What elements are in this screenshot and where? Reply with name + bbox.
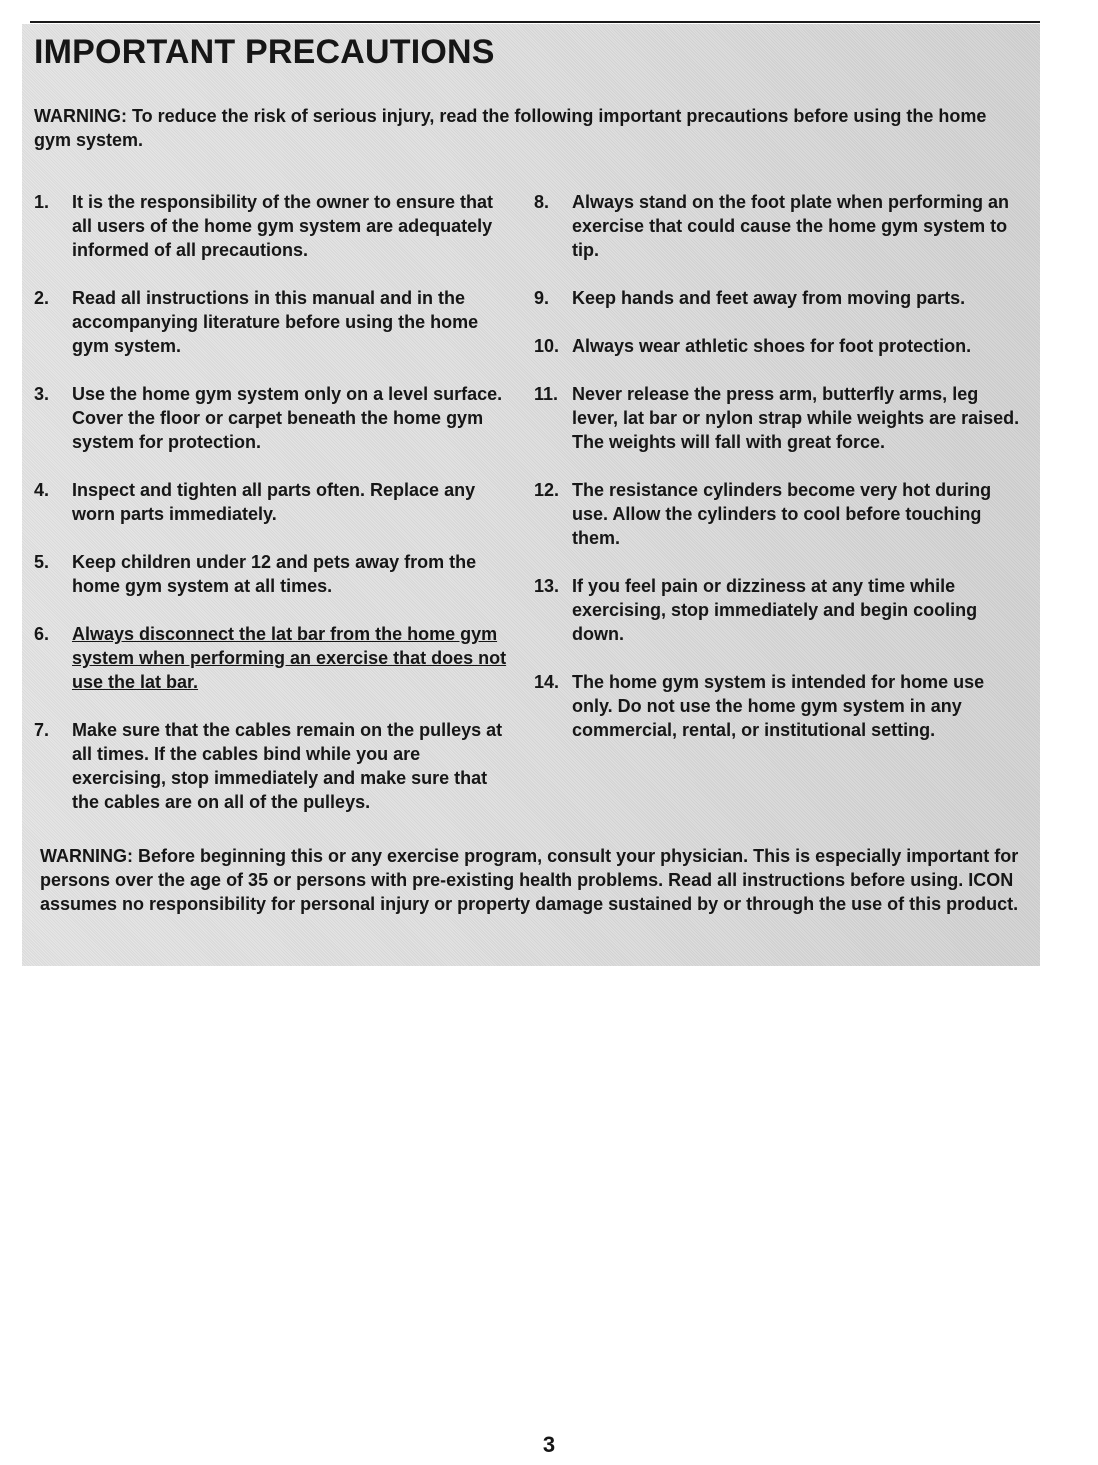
item-text: Always disconnect the lat bar from the home gym system when performing an exercise that does not use the lat bar. [72, 624, 507, 692]
item-text: Read all instructions in this manual and in the accompanying literature before using the home gym system. [72, 288, 479, 356]
item-number: 6. [34, 624, 50, 644]
page-title: IMPORTANT PRECAUTIONS [34, 33, 495, 71]
item-text: The home gym system is intended for home use only. Do not use the home gym system in any commercial, rental, or institutional setting. [572, 672, 985, 740]
item-text: Make sure that the cables remain on the pulleys at all times. If the cables bind while you are exercising, stop immediately and make sure that the cables are on all of the pulleys. [72, 720, 503, 812]
page-number: 3 [542, 1432, 556, 1457]
top-rule [30, 21, 1040, 23]
item-number: 3. [34, 384, 50, 404]
precaution-item-12 [534, 478, 1024, 550]
precaution-item-8 [534, 190, 1024, 262]
precautions-left-column [34, 190, 512, 838]
item-number: 11. [534, 384, 559, 404]
precaution-item-3 [34, 382, 512, 454]
item-number: 9. [534, 288, 550, 308]
item-text: Always wear athletic shoes for foot protection. [572, 336, 972, 356]
precaution-item-2 [34, 286, 512, 358]
item-number: 12. [534, 480, 560, 500]
item-number: 10. [534, 336, 560, 356]
precautions-right-column [534, 190, 1024, 766]
item-number: 14. [534, 672, 560, 692]
item-number: 13. [534, 576, 560, 596]
item-number: 8. [534, 192, 550, 212]
item-number: 2. [34, 288, 50, 308]
precaution-item-14 [534, 670, 1024, 742]
precaution-item-13 [534, 574, 1024, 646]
item-text: Never release the press arm, butterfly arms, leg lever, lat bar or nylon strap while weights are raised. The weights will fall with great force. [572, 384, 1020, 452]
precaution-item-11 [534, 382, 1024, 454]
item-text: Always stand on the foot plate when performing an exercise that could cause the home gym system to tip. [572, 192, 1010, 260]
intro-warning: WARNING: To reduce the risk of serious injury, read the following important precautions before using the home gym system. [34, 106, 987, 150]
item-number: 7. [34, 720, 50, 740]
item-text: Use the home gym system only on a level surface. Cover the floor or carpet beneath the home gym system for protection. [72, 384, 503, 452]
precaution-item-10 [534, 334, 1024, 358]
item-text: Inspect and tighten all parts often. Replace any worn parts immediately. [72, 480, 476, 524]
item-number: 5. [34, 552, 50, 572]
item-text: Keep hands and feet away from moving parts. [572, 288, 966, 308]
item-text: If you feel pain or dizziness at any time while exercising, stop immediately and begin cooling down. [572, 576, 978, 644]
precaution-item-1 [34, 190, 512, 262]
item-text: It is the responsibility of the owner to ensure that all users of the home gym system are adequately informed of all precautions. [72, 192, 494, 260]
item-number: 1. [34, 192, 50, 212]
precaution-item-9 [534, 286, 1024, 310]
closing-warning: WARNING: Before beginning this or any exercise program, consult your physician. This is especially important for persons over the age of 35 or persons with pre-existing health problems. Read all instructions before using. ICON assumes no responsibility for personal injury or property damage sustained by or through the use of this product. [40, 846, 1019, 914]
item-number: 4. [34, 480, 50, 500]
precaution-item-5 [34, 550, 512, 598]
precaution-item-4 [34, 478, 512, 526]
precaution-item-7 [34, 718, 512, 814]
item-text: The resistance cylinders become very hot during use. Allow the cylinders to cool before touching them. [572, 480, 992, 548]
item-text: Keep children under 12 and pets away from the home gym system at all times. [72, 552, 477, 596]
precaution-item-6 [34, 622, 512, 694]
